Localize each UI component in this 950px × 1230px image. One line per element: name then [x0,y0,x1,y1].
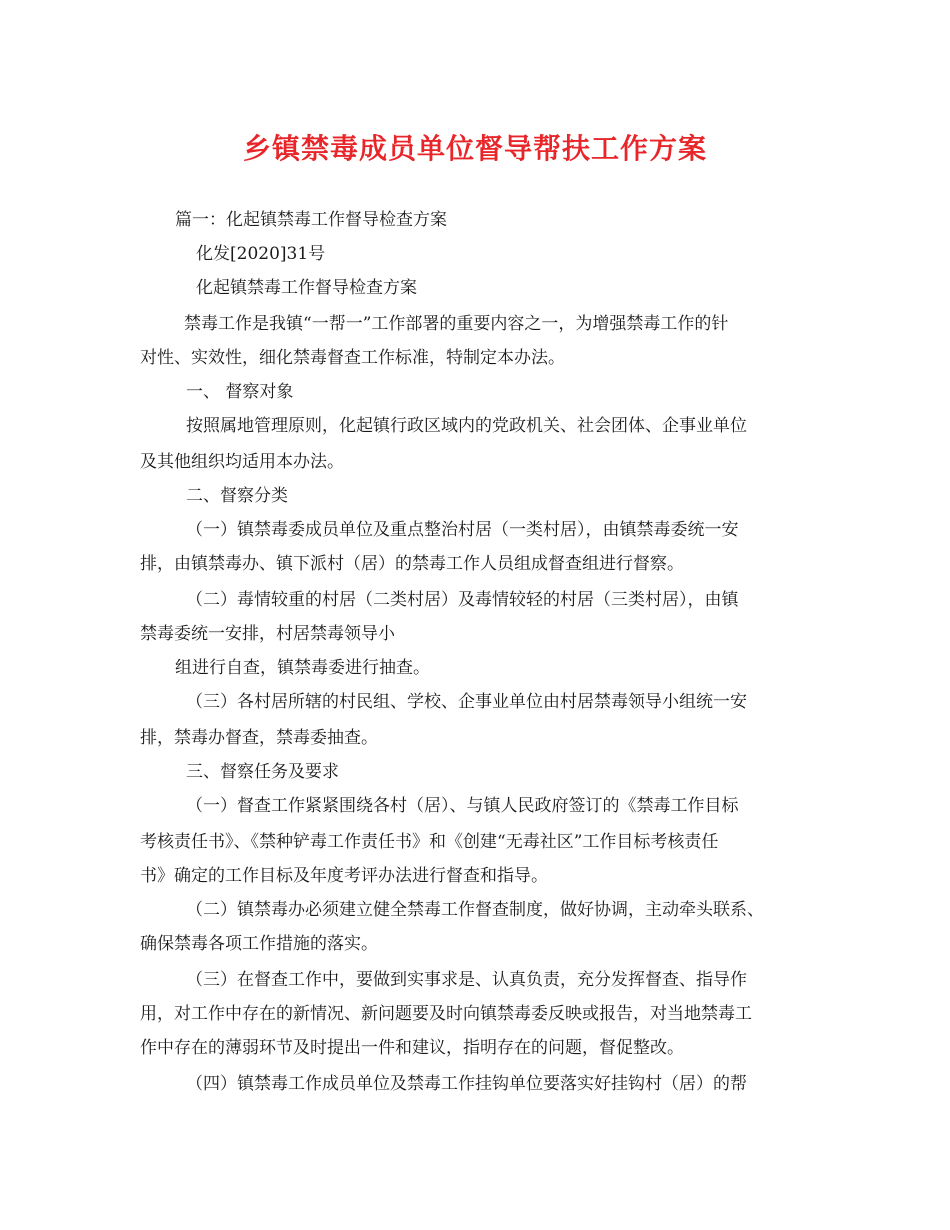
text-line: 篇一：化起镇禁毒工作督导检查方案 [175,210,447,230]
text-line: （四）镇禁毒工作成员单位及禁毒工作挂钩单位要落实好挂钩村（居）的帮 [186,1074,747,1094]
text-line: 化发[2020]31号 [196,244,326,264]
text-line: 二、督察分类 [186,486,288,506]
text-line: （二）镇禁毒办必须建立健全禁毒工作督查制度，做好协调，主动牵头联系、 [186,900,764,920]
text-line: 三、督察任务及要求 [186,762,339,782]
text-line: 书》确定的工作目标及年度考评办法进行督查和指导。 [140,866,548,886]
text-line: （三）各村居所辖的村民组、学校、企事业单位由村居禁毒领导小组统一安 [186,692,747,712]
text-line: （一）督查工作紧紧围绕各村（居）、与镇人民政府签订的《禁毒工作目标 [186,796,739,816]
text-line: 禁毒委统一安排，村居禁毒领导小 [140,624,395,644]
text-line: 对性、实效性，细化禁毒督查工作标准，特制定本办法。 [140,348,565,368]
text-line: 确保禁毒各项工作措施的落实。 [140,934,378,954]
text-line: （二）毒情较重的村居（二类村居）及毒情较轻的村居（三类村居），由镇 [186,590,739,610]
text-line: （三）在督查工作中，要做到实事求是、认真负责，充分发挥督查、指导作 [186,970,747,990]
text-line: 作中存在的薄弱环节及时提出一件和建议，指明存在的问题，督促整改。 [140,1038,684,1058]
document-title: 乡镇禁毒成员单位督导帮扶工作方案 [242,132,707,165]
text-line: 排，由镇禁毒办、镇下派村（居）的禁毒工作人员组成督查组进行督察。 [140,554,684,574]
text-line: 一、 督察对象 [186,382,294,402]
text-line: 及其他组织均适用本办法。 [140,452,344,472]
text-line: 按照属地管理原则，化起镇行政区域内的党政机关、社会团体、企事业单位 [186,416,747,436]
text-line: 组进行自查，镇禁毒委进行抽查。 [175,658,430,678]
text-line: 禁毒工作是我镇“一帮一”工作部署的重要内容之一，为增强禁毒工作的针 [184,314,729,334]
text-line: 排，禁毒办督查，禁毒委抽查。 [140,728,378,748]
text-line: 用，对工作中存在的新情况、新问题要及时向镇禁毒委反映或报告，对当地禁毒工 [140,1004,752,1024]
text-line: （一）镇禁毒委成员单位及重点整治村居（一类村居），由镇禁毒委统一安 [186,520,739,540]
text-line: 考核责任书》、《禁种铲毒工作责任书》和《创建“无毒社区”工作目标考核责任 [140,832,719,852]
text-line: 化起镇禁毒工作督导检查方案 [196,278,417,298]
